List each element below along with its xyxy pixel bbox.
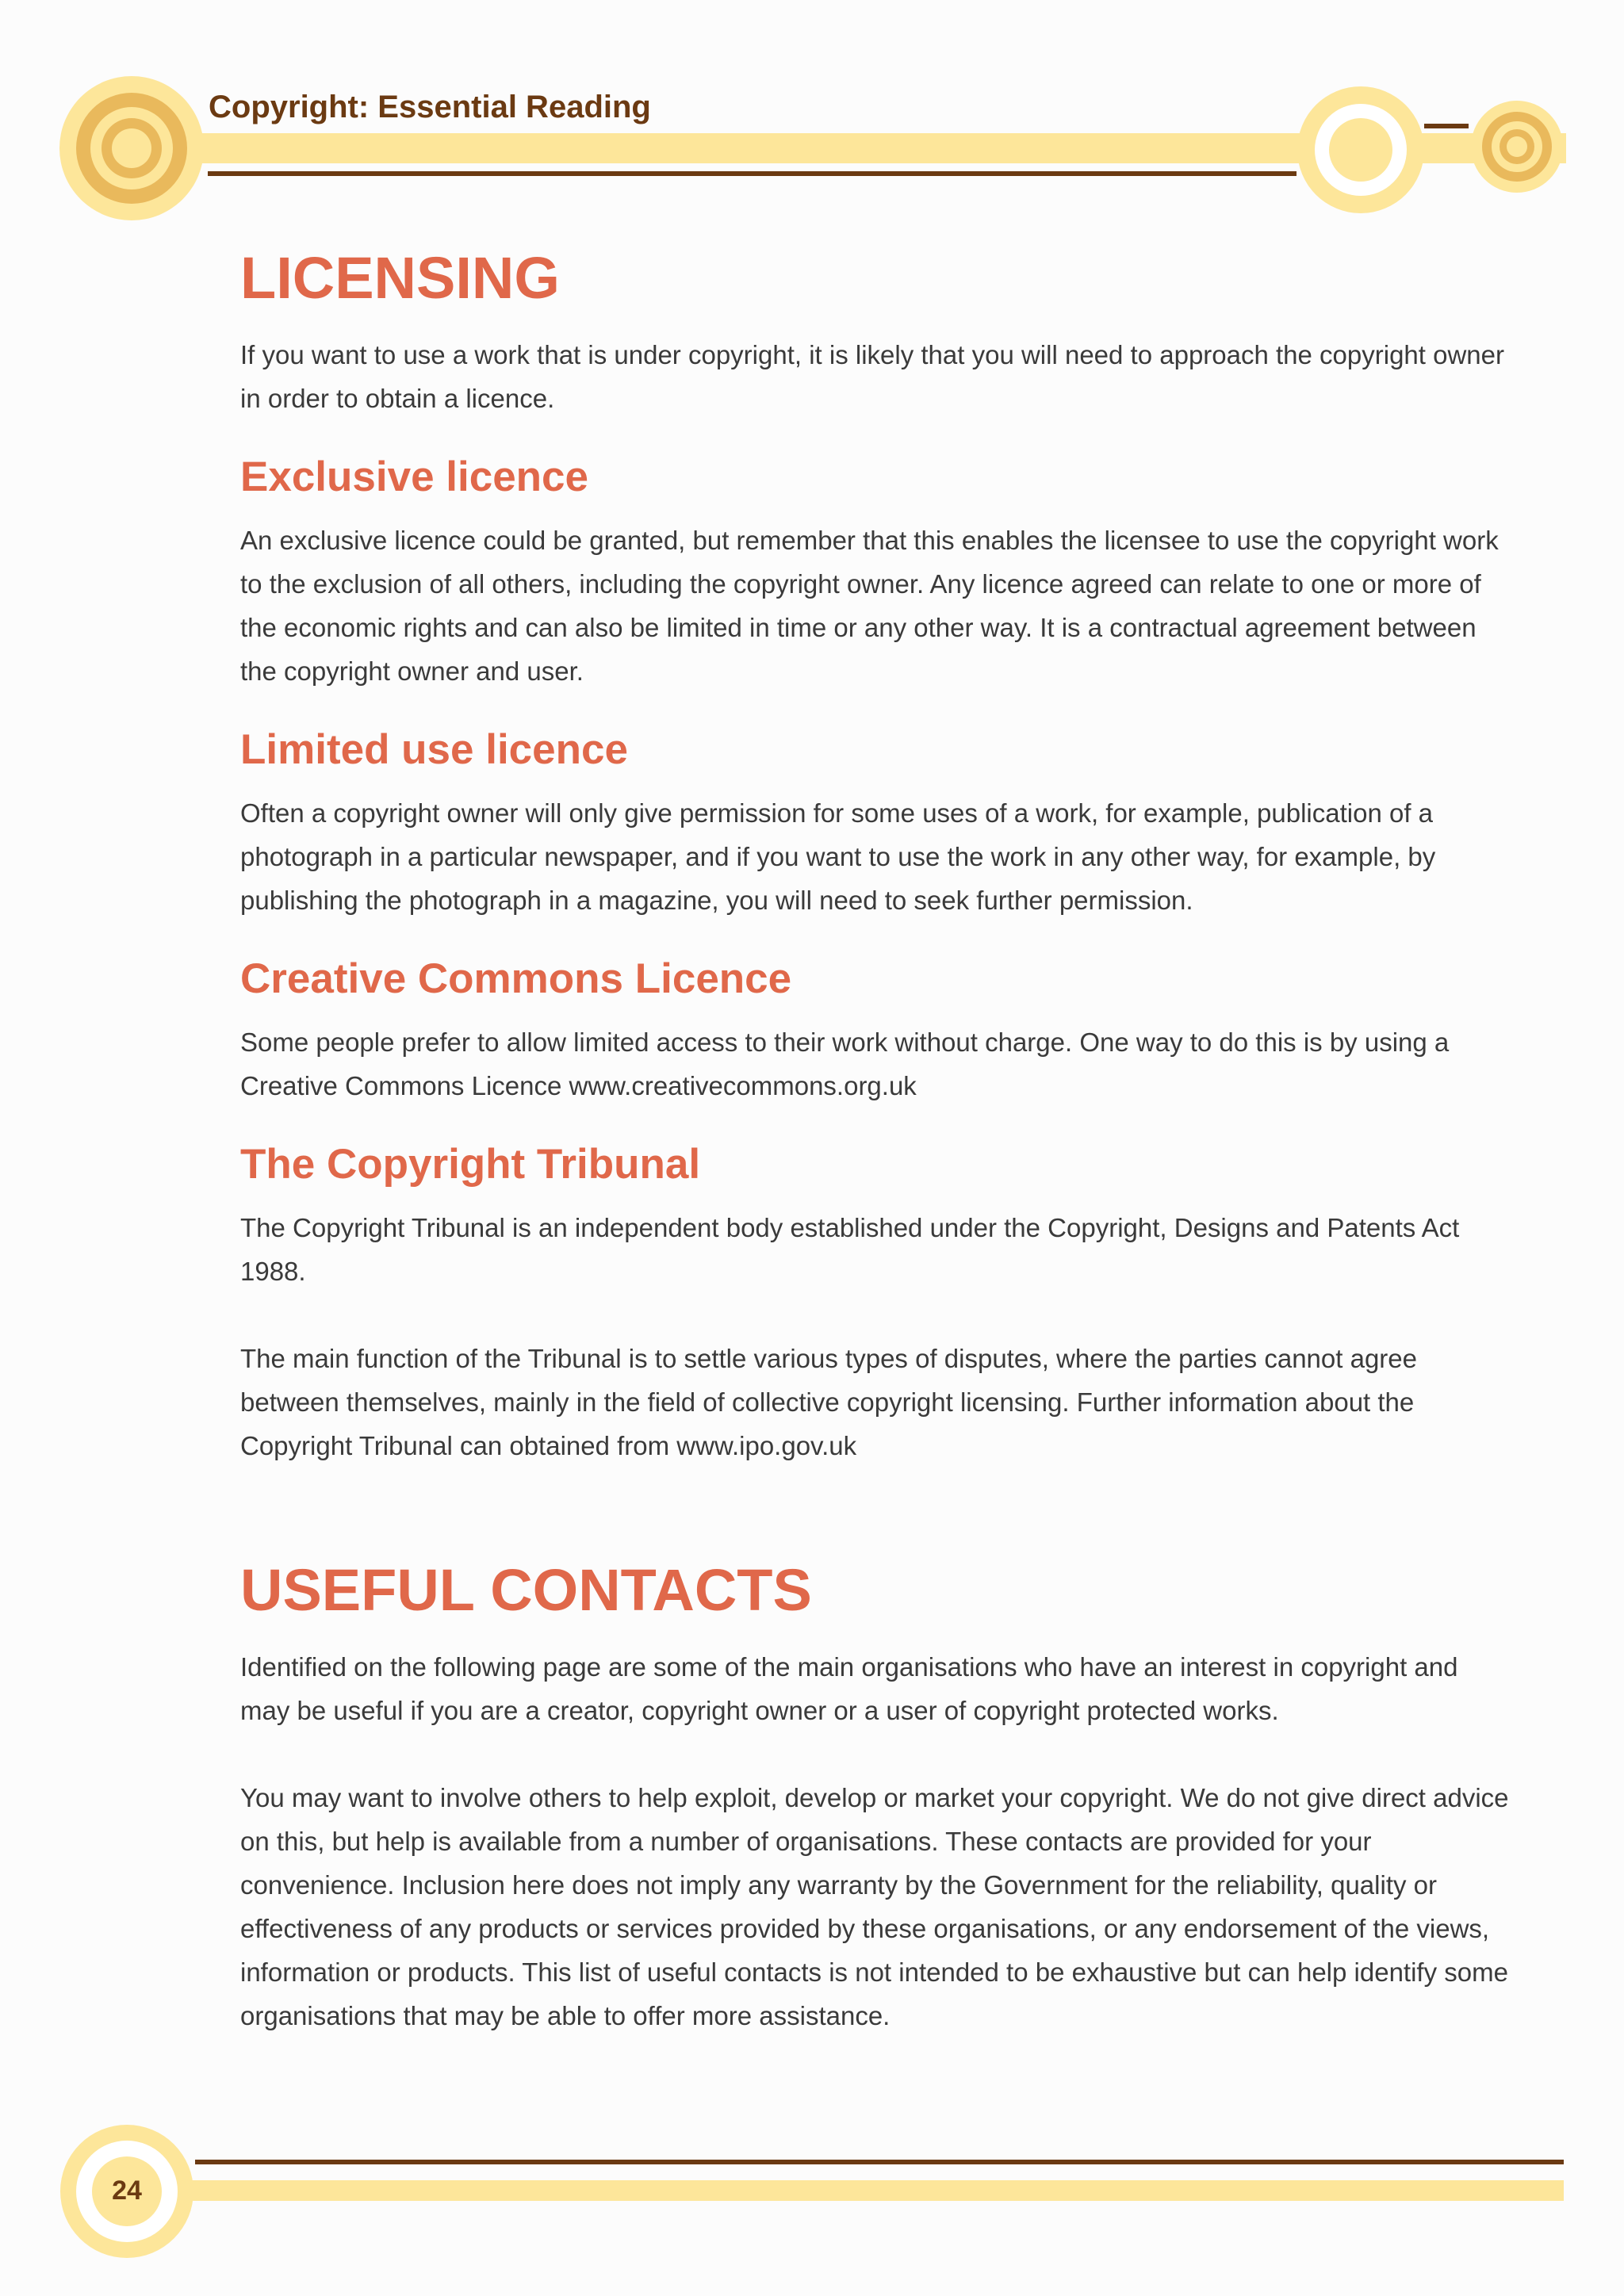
running-title: Copyright: Essential Reading <box>209 90 651 124</box>
heading-copyright-tribunal: The Copyright Tribunal <box>240 1141 701 1188</box>
tribunal-paragraph-2: The main function of the Tribunal is to settle various types of disputes, where the parties cannot agree between themselves, mainly in the field of collective copyright licensing. Further information about the Copyright Tribunal can obtained from www.ipo.gov.uk <box>240 1344 1418 1460</box>
footer-rule <box>195 2160 1564 2164</box>
useful-contacts-paragraph-2: You may want to involve others to help exploit, develop or market your copyright. We do not give direct advice on this, but help is available from a number of organisations. These contacts are provided for your convenience. Inclusion here does not imply any warranty by the Government for the reliability, quality or effectiveness of any products or services provided by these organisations, or any endorsement of the views, information or products. This list of useful contacts is not intended to be exhaustive but can help identify some organisations that may be able to offer more assistance. <box>240 1783 1509 2030</box>
licensing-paragraph: If you want to use a work that is under copyright, it is likely that you will need to approach the copyright owner in order to obtain a licence. <box>240 340 1505 413</box>
heading-exclusive-licence: Exclusive licence <box>240 453 589 500</box>
page-footer <box>0 2109 1624 2296</box>
page-content <box>240 238 1509 2038</box>
footer-decoration <box>0 2109 1624 2296</box>
tribunal-paragraph-1: The Copyright Tribunal is an independent body established under the Copyright, Designs and Patents Act 1988. <box>240 1213 1460 1286</box>
heading-creative-commons: Creative Commons Licence <box>240 955 792 1002</box>
exclusive-licence-paragraph: An exclusive licence could be granted, but remember that this enables the licensee to use the copyright work to the exclusion of all others, including the copyright owner. Any licence agreed can relate to one or more of the economic rights and can also be limited in time or any other way. It is a contractual agreement between the copyright owner and user. <box>240 526 1499 686</box>
page-header <box>0 0 1624 238</box>
small-circle-emblem <box>1471 101 1563 193</box>
header-dash <box>1424 124 1469 128</box>
header-rule <box>208 171 1297 176</box>
heading-limited-use-licence: Limited use licence <box>240 726 628 773</box>
section-title-useful-contacts: USEFUL CONTACTS <box>240 1557 812 1623</box>
creative-commons-paragraph: Some people prefer to allow limited access to their work without charge. One way to do this is by using a Creative Commons Licence www.creativecommons.org.uk <box>240 1027 1450 1100</box>
right-ring-emblem <box>1297 86 1424 213</box>
limited-use-paragraph: Often a copyright owner will only give permission for some uses of a work, for example, publication of a photograph in a particular newspaper, and if you want to use the work in any other way, for example, by publishing the photograph in a magazine, you will need to seek further permission. <box>240 798 1436 915</box>
footer-band <box>127 2180 1564 2201</box>
useful-contacts-paragraph-1: Identified on the following page are some of the main organisations who have an interest in copyright and may be useful if you are a creator, copyright owner or a user of copyright protected works. <box>240 1652 1458 1725</box>
page-number: 24 <box>112 2175 142 2206</box>
left-circle-emblem <box>59 76 204 220</box>
section-title-licensing: LICENSING <box>240 245 560 311</box>
